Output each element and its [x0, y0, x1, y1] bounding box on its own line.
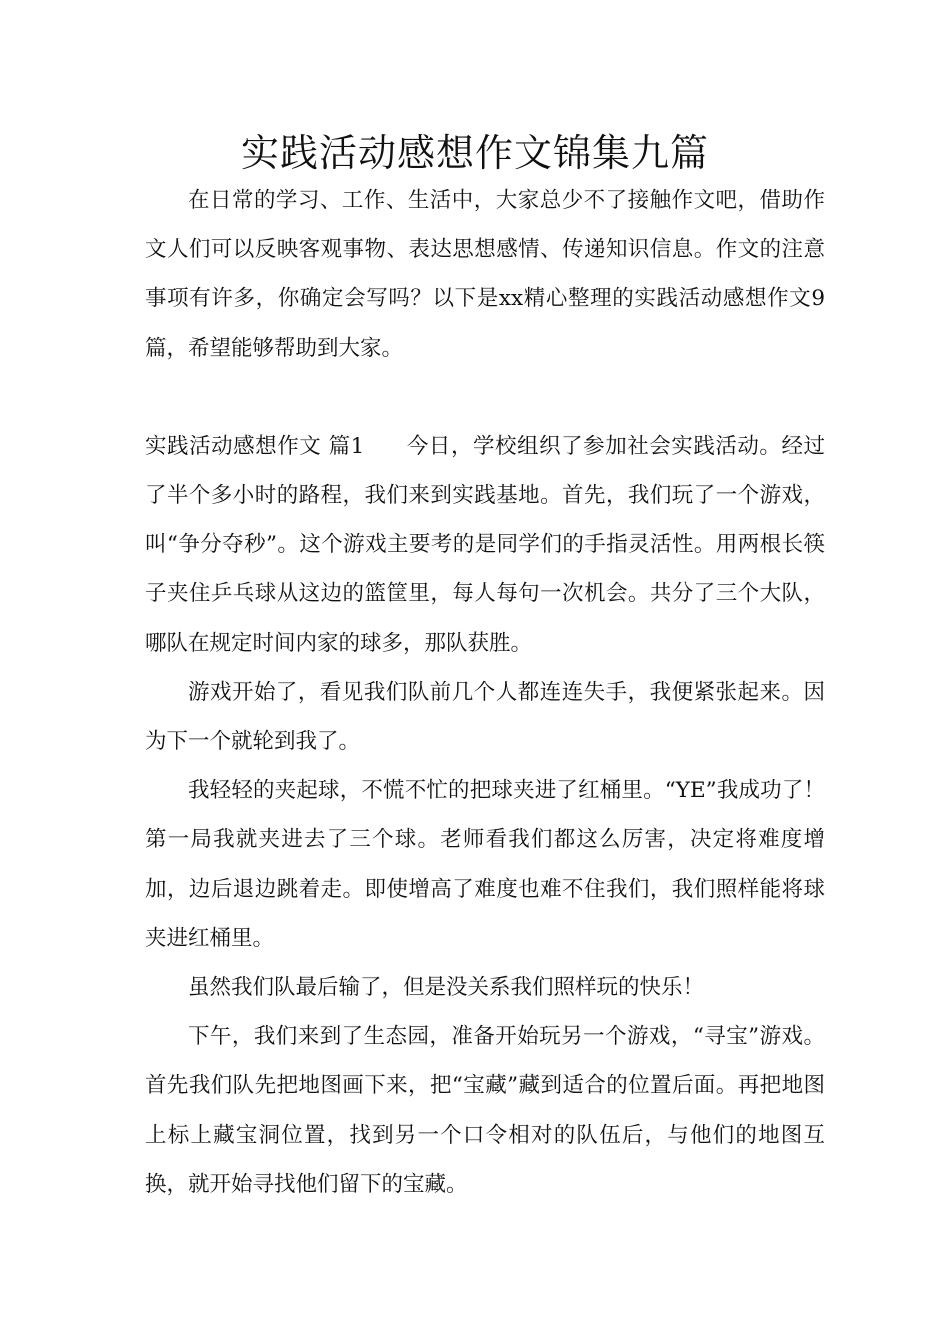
paragraph-gap	[145, 373, 825, 422]
intro-paragraph: 在日常的学习、工作、生活中，大家总少不了接触作文吧，借助作文人们可以反映客观事物、表达思想感情、传递知识信息。作文的注意事项有许多，你确定会写吗？以下是xx精心整理的实践活动感想作文9篇，希望能够帮助到大家。	[145, 188, 825, 361]
section-1-first-paragraph: 今日，学校组织了参加社会实践活动。经过了半个多小时的路程，我们来到实践基地。首先，我们玩了一个游戏，叫“争分夺秒”。这个游戏主要考的是同学们的手指灵活性。用两根长筷子夹住乒乓球从这边的篮筐里，每人每句一次机会。共分了三个大队，哪队在规定时间内家的球多，那队获胜。	[145, 433, 825, 656]
section-1-paragraph	[145, 422, 825, 668]
body-paragraph-1: 游戏开始了，看见我们队前几个人都连连失手，我便紧张起来。因为下一个就轮到我了。	[145, 679, 825, 755]
document-body	[145, 176, 825, 1209]
body-paragraph-2: 我轻轻的夹起球，不慌不忙的把球夹进了红桶里。“YE”我成功了！第一局我就夹进去了三个球。老师看我们都这么厉害，决定将难度增加，边后退边跳着走。即使增高了难度也难不住我们，我们照样能将球夹进红桶里。	[145, 778, 825, 951]
body-paragraph-3: 虽然我们队最后输了，但是没关系我们照样玩的快乐！	[188, 975, 705, 1001]
document-title: 实践活动感想作文锦集九篇	[240, 131, 709, 175]
body-paragraph-4: 下午，我们来到了生态园，准备开始玩另一个游戏，“寻宝”游戏。首先我们队先把地图画下来，把“宝藏”藏到适合的位置后面。再把地图上标上藏宝洞位置，找到另一个口令相对的队伍后，与他们的地图互换，就开始寻找他们留下的宝藏。	[145, 1024, 825, 1197]
section-heading: 实践活动感想作文 篇1	[145, 433, 365, 459]
